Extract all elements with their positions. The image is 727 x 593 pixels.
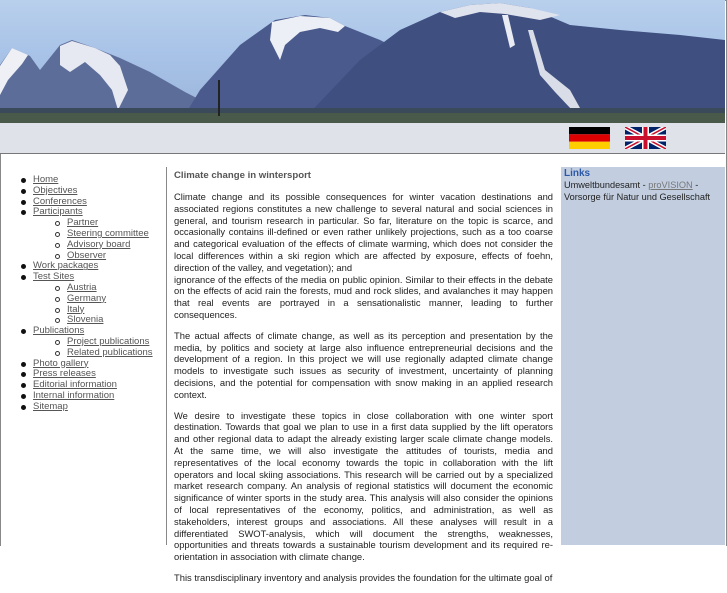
paragraph-collaboration: We desire to investigate these topics in close collaboration with one winter sport destination. Towards that goal we plan to use in a first data supplied by the lift operators and other regional data to adapt the already existing larger scale climate change models. At the same time, we will also investigate the attitudes of tourists, media and representatives of the local economy towards the topic in collaboration with the lift operators and local skiing associations. This research will be carried out by a specialized market research company. An analysis of regional statistics will document the economic significance of winter sports in the study area. This analysis will also consider the opinions of local representatives of the economy, politics, and administration, as well as stakeholders, interest groups and associations. All these analyses will result in a differentiated SWOT-analysis, which will document the strengths, weaknesses, opportunities and threats towards a sustainable tourism development and its required re-orientation in association with climate change. (174, 409, 553, 563)
uk-flag-icon (625, 127, 666, 149)
links-heading: Links (564, 168, 591, 179)
paragraph-foundation: This transdisciplinary inventory and analysis provides the foundation for the ultimate goal of (174, 571, 553, 583)
nav-link[interactable]: Participants (33, 206, 83, 218)
nav-link[interactable]: Germany (67, 292, 107, 304)
nav-link[interactable]: Steering committee (67, 227, 149, 239)
paragraph-intro: Climate change and its possible consequences for winter vacation destinations and associated regions constitutes a new challenge to several natural and social sciences in general, and tourism research in particular. So far, literature on the topic is scarce, and occasionally contains ill-defined or even rather unlikely projections, such as a too coarse and categorical evaluation of the effects of climate warming, which does not consider the local differences within a ski region which are affected by exposure, effects of foehn, direction of the valley, and vegetation); and (174, 191, 553, 273)
nav-link[interactable]: Project publications (67, 335, 150, 347)
nav-link[interactable]: Sitemap (33, 400, 68, 412)
nav-list (21, 175, 153, 413)
nav-item-germany[interactable] (21, 294, 153, 305)
header-banner-image (0, 0, 725, 123)
page-title: Climate change in wintersport (174, 170, 312, 181)
main-content (174, 170, 553, 593)
nav-link[interactable]: Internal information (33, 389, 115, 401)
nav-link[interactable]: Editorial information (33, 379, 117, 391)
nav-link[interactable]: Partner (67, 217, 99, 229)
links-text-before: Umweltbundesamt - (564, 180, 649, 190)
nav-link[interactable]: Slovenia (67, 314, 104, 326)
nav-link[interactable]: Observer (67, 249, 107, 261)
nav-link[interactable]: Related publications (67, 346, 153, 358)
nav-item-sitemap[interactable] (21, 402, 153, 413)
nav-link[interactable]: Photo gallery (33, 357, 89, 369)
nav-link[interactable]: Conferences (33, 195, 87, 207)
german-flag-icon (569, 127, 610, 149)
nav-link[interactable]: Work packages (33, 260, 99, 272)
nav-link[interactable]: Home (33, 174, 59, 185)
nav-link[interactable]: Publications (33, 325, 85, 337)
nav-link[interactable]: Italy (67, 303, 85, 315)
nav-link[interactable]: Press releases (33, 368, 96, 380)
nav-link[interactable]: Austria (67, 281, 97, 293)
paragraph-effects: The actual affects of climate change, as well as its perception and presentation by the media, by politics and society at large also influence entrepreneurial decisions and the development of a region. In this project we will use regionally adapted climate change models to investigate such issues as security of investment, uncertainty of planning decisions, and the potential for compensation with snow making in an applied research context. (174, 329, 553, 400)
nav-link[interactable]: Objectives (33, 184, 78, 196)
provision-link[interactable]: proVISION (648, 180, 693, 190)
paragraph-media: ignorance of the effects of the media on public opinion. Similar to their effects in the debate on the effects of acid rain the forests, mud and rock slides, and avalanches it may happen that real events are portrayed in a sensationalistic manner, leading to further consequences. (174, 273, 553, 320)
german-flag-link[interactable] (569, 127, 610, 149)
left-navigation (0, 154, 166, 545)
links-text (561, 179, 725, 203)
column-divider (166, 167, 167, 545)
nav-link[interactable]: Advisory board (67, 238, 131, 250)
english-flag-link[interactable] (625, 127, 666, 149)
links-panel (561, 167, 725, 545)
mountain-illustration (0, 0, 725, 123)
nav-link[interactable]: Test Sites (33, 271, 75, 283)
header-strip (0, 123, 725, 154)
links-text-after: - Vorsorge für Natur und Gesellschaft (564, 180, 711, 202)
